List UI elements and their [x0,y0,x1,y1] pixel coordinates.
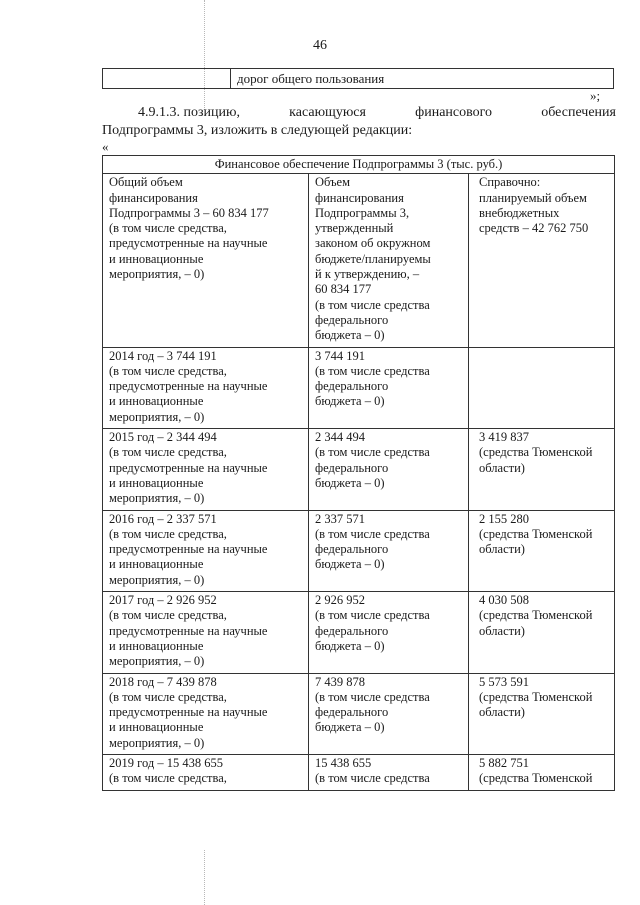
cell-total [103,592,309,673]
page-number: 46 [313,38,327,53]
cell-line: 2 344 494 [315,430,365,445]
cell-line: й к утверждению, – [315,267,420,282]
cell-line: (средства Тюменской [479,526,593,541]
cell-extrabudget [469,174,615,347]
cell-line: (в том числе средства [315,526,430,541]
cell-line: 4 030 508 [479,593,529,608]
cell-line: федерального [315,460,389,475]
cell-line: предусмотренные на научные [109,379,268,394]
paragraph-word: обеспечения [541,105,616,120]
cell-total [103,347,309,428]
cell-line: 2 337 571 [315,511,365,526]
amendment-paragraph [102,104,616,140]
cell-line: и инновационные [109,394,204,409]
cell-line: мероприятия, – 0) [109,735,205,750]
fold-line-top [204,0,205,110]
previous-table-fragment [102,68,614,89]
table-header-row [103,174,615,347]
cell-line: Объем [315,175,350,190]
cell-line: области) [479,623,525,638]
cell-line: области) [479,460,525,475]
cell-line: 2015 год – 2 344 494 [109,430,217,445]
cell-budget [309,673,469,754]
cell-extrabudget [469,673,615,754]
cell-line: (в том числе средства, [109,526,227,541]
cell-line: федерального [315,705,389,720]
fragment-cell-text: дорог общего пользования [231,69,614,89]
opening-quote: « [102,139,109,154]
cell-line: федерального [315,312,389,327]
cell-line: (средства Тюменской [479,445,593,460]
table-row [103,673,615,754]
cell-total [103,754,309,790]
cell-line: Подпрограммы 3, [315,205,410,220]
cell-line: бюджета – 0) [315,638,385,653]
table-title: Финансовое обеспечение Подпрограммы 3 (тыс. руб.) [103,156,615,174]
cell-line: 5 573 591 [479,674,529,689]
cell-total [103,174,309,347]
cell-line: бюджета – 0) [315,557,385,572]
cell-line: 15 438 655 [315,755,372,770]
cell-budget [309,429,469,510]
cell-line: (в том числе средства [315,689,430,704]
cell-line: области) [479,705,525,720]
cell-line: предусмотренные на научные [109,705,268,720]
paragraph-line-1 [102,104,616,122]
cell-line: Справочно: [479,175,541,190]
cell-line: внебюджетных [479,205,560,220]
cell-total [103,510,309,591]
cell-line: (в том числе средства, [109,221,227,236]
cell-line: федерального [315,542,389,557]
cell-line: мероприятия, – 0) [109,267,205,282]
cell-extrabudget [469,510,615,591]
financing-table [102,155,615,791]
cell-line: (средства Тюменской [479,689,593,704]
cell-budget [309,510,469,591]
cell-line: средств – 42 762 750 [479,221,589,236]
cell-line: финансирования [315,190,404,205]
cell-line: утвержденный [315,221,394,236]
table-row [103,347,615,428]
cell-line: федерального [315,623,389,638]
cell-line: бюджета – 0) [315,475,385,490]
cell-line: 2014 год – 3 744 191 [109,348,217,363]
cell-line: (в том числе средства, [109,363,227,378]
cell-line: мероприятия, – 0) [109,491,205,506]
cell-total [103,673,309,754]
cell-total [103,429,309,510]
cell-line: законом об окружном [315,236,431,251]
cell-extrabudget [469,592,615,673]
cell-line: финансирования [109,190,198,205]
cell-line: области) [479,542,525,557]
cell-line: предусмотренные на научные [109,460,268,475]
cell-extrabudget [469,347,615,428]
cell-line: бюджета – 0) [315,328,385,343]
cell-line: 3 419 837 [479,430,529,445]
cell-line: (в том числе средства [315,445,430,460]
cell-line: бюджета – 0) [315,720,385,735]
cell-extrabudget [469,429,615,510]
cell-line: и инновационные [109,251,204,266]
cell-line: 2 926 952 [315,593,365,608]
cell-line: (в том числе средства, [109,445,227,460]
cell-line: 3 744 191 [315,348,365,363]
cell-line: 7 439 878 [315,674,365,689]
cell-line: бюджета – 0) [315,394,385,409]
cell-line: 60 834 177 [315,282,372,297]
cell-line: (в том числе средства, [109,771,227,786]
closing-quote: »; [590,88,601,103]
cell-line: Общий объем [109,175,183,190]
cell-line: бюджете/планируемы [315,251,431,266]
cell-line: (в том числе средства, [109,608,227,623]
table-row [103,510,615,591]
cell-line: 2 155 280 [479,511,529,526]
cell-line: предусмотренные на научные [109,236,268,251]
table-row [103,754,615,790]
table-row [103,429,615,510]
cell-line: федерального [315,379,389,394]
cell-line: мероприятия, – 0) [109,654,205,669]
cell-line: (средства Тюменской [479,608,593,623]
cell-line: мероприятия, – 0) [109,572,205,587]
paragraph-word: финансового [415,105,493,120]
table-body [103,174,615,790]
paragraph-line-2: Подпрограммы 3, изложить в следующей редакции: [102,123,413,138]
cell-line: (в том числе средства, [109,689,227,704]
cell-line: 5 882 751 [479,755,529,770]
cell-budget [309,592,469,673]
cell-line: 2018 год – 7 439 878 [109,674,217,689]
cell-extrabudget [469,754,615,790]
cell-line: (в том числе средства [315,608,430,623]
cell-line: предусмотренные на научные [109,623,268,638]
cell-budget [309,174,469,347]
cell-line: и инновационные [109,475,204,490]
cell-line: (в том числе средства [315,363,430,378]
cell-line: 2017 год – 2 926 952 [109,593,217,608]
cell-line: (в том числе средства [315,297,430,312]
cell-line: и инновационные [109,638,204,653]
cell-line: и инновационные [109,720,204,735]
cell-line: планируемый объем [479,190,587,205]
cell-line: 2016 год – 2 337 571 [109,511,217,526]
cell-budget [309,754,469,790]
table-row [103,592,615,673]
fold-line-bottom [204,850,205,905]
cell-budget [309,347,469,428]
paragraph-word: 4.9.1.3. позицию, [138,105,240,120]
cell-line: Подпрограммы 3 – 60 834 177 [109,205,269,220]
fragment-cell-empty [103,69,231,89]
cell-line: 2019 год – 15 438 655 [109,755,223,770]
paragraph-word: касающуюся [289,105,366,120]
cell-line: (в том числе средства [315,771,430,786]
cell-line: мероприятия, – 0) [109,409,205,424]
cell-line: и инновационные [109,557,204,572]
cell-line: (средства Тюменской [479,771,593,786]
cell-line: предусмотренные на научные [109,542,268,557]
